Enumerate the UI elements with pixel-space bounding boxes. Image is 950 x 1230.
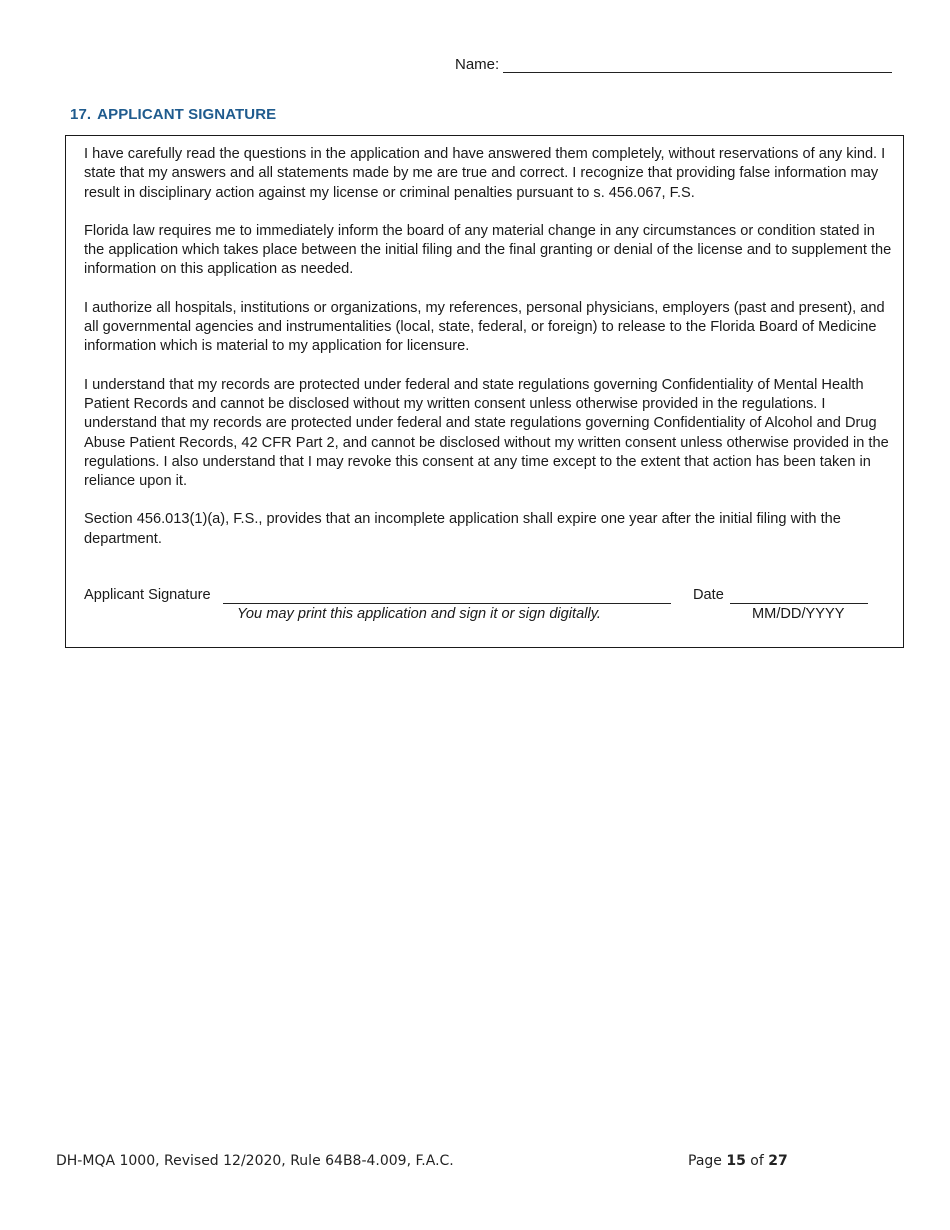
section-title: APPLICANT SIGNATURE	[97, 106, 277, 123]
name-label: Name:	[455, 56, 500, 73]
page-of: of	[750, 1153, 764, 1169]
paragraph-material-change: Florida law requires me to immediately inform the board of any material change in any circumstances or condition stated in the application which takes place between the initial filing and the final granting or denial of the license and to supplement the information on this application as needed.	[84, 222, 892, 278]
signature-hint: You may print this application and sign it or sign digitally.	[237, 606, 601, 622]
page-current: 15	[726, 1153, 746, 1169]
footer-form-info: DH-MQA 1000, Revised 12/2020, Rule 64B8-4.009, F.A.C.	[56, 1153, 454, 1169]
attestation-text	[84, 145, 896, 568]
section-heading	[70, 106, 276, 123]
paragraph-expiration: Section 456.013(1)(a), F.S., provides that an incomplete application shall expire one year after the initial filing with the department.	[84, 511, 841, 547]
paragraph-authorization: I authorize all hospitals, institutions or organizations, my references, personal physicians, employers (past and present), and all governmental agencies and instrumentalities (local, state, federal, or foreign) to release to the Florida Board of Medicine information which is material to my application for licensure.	[84, 299, 885, 355]
date-format-hint: MM/DD/YYYY	[752, 606, 845, 622]
applicant-signature-box	[65, 135, 904, 648]
paragraph-confidentiality: I understand that my records are protected under federal and state regulations governing Confidentiality of Mental Health Patient Records and cannot be disclosed without my written consent unless otherwise provided in the regulations. I understand that my records are protected under federal and state regulations governing Confidentiality of Alcohol and Drug Abuse Patient Records, 42 CFR Part 2, and cannot be disclosed without my written consent unless otherwise provided in the regulations. I also understand that I may revoke this consent at any time except to the extent that action has been taken in reliance upon it.	[84, 376, 889, 490]
date-input-line[interactable]	[730, 603, 868, 604]
page-word: Page	[688, 1153, 722, 1169]
name-input-line[interactable]	[503, 56, 892, 73]
section-number: 17.	[70, 106, 92, 123]
page-total: 27	[768, 1153, 788, 1169]
signature-input-line[interactable]	[223, 603, 671, 604]
name-field-row	[455, 56, 892, 73]
date-label: Date	[693, 587, 724, 603]
paragraph-attestation: I have carefully read the questions in the application and have answered them completely, without reservations of any kind. I state that my answers and all statements made by me are true and correct. I recognize that providing false information may result in disciplinary action against my license or criminal penalties pursuant to s. 456.067, F.S.	[84, 146, 886, 201]
signature-label: Applicant Signature	[84, 587, 211, 603]
footer-page-number	[688, 1153, 788, 1169]
